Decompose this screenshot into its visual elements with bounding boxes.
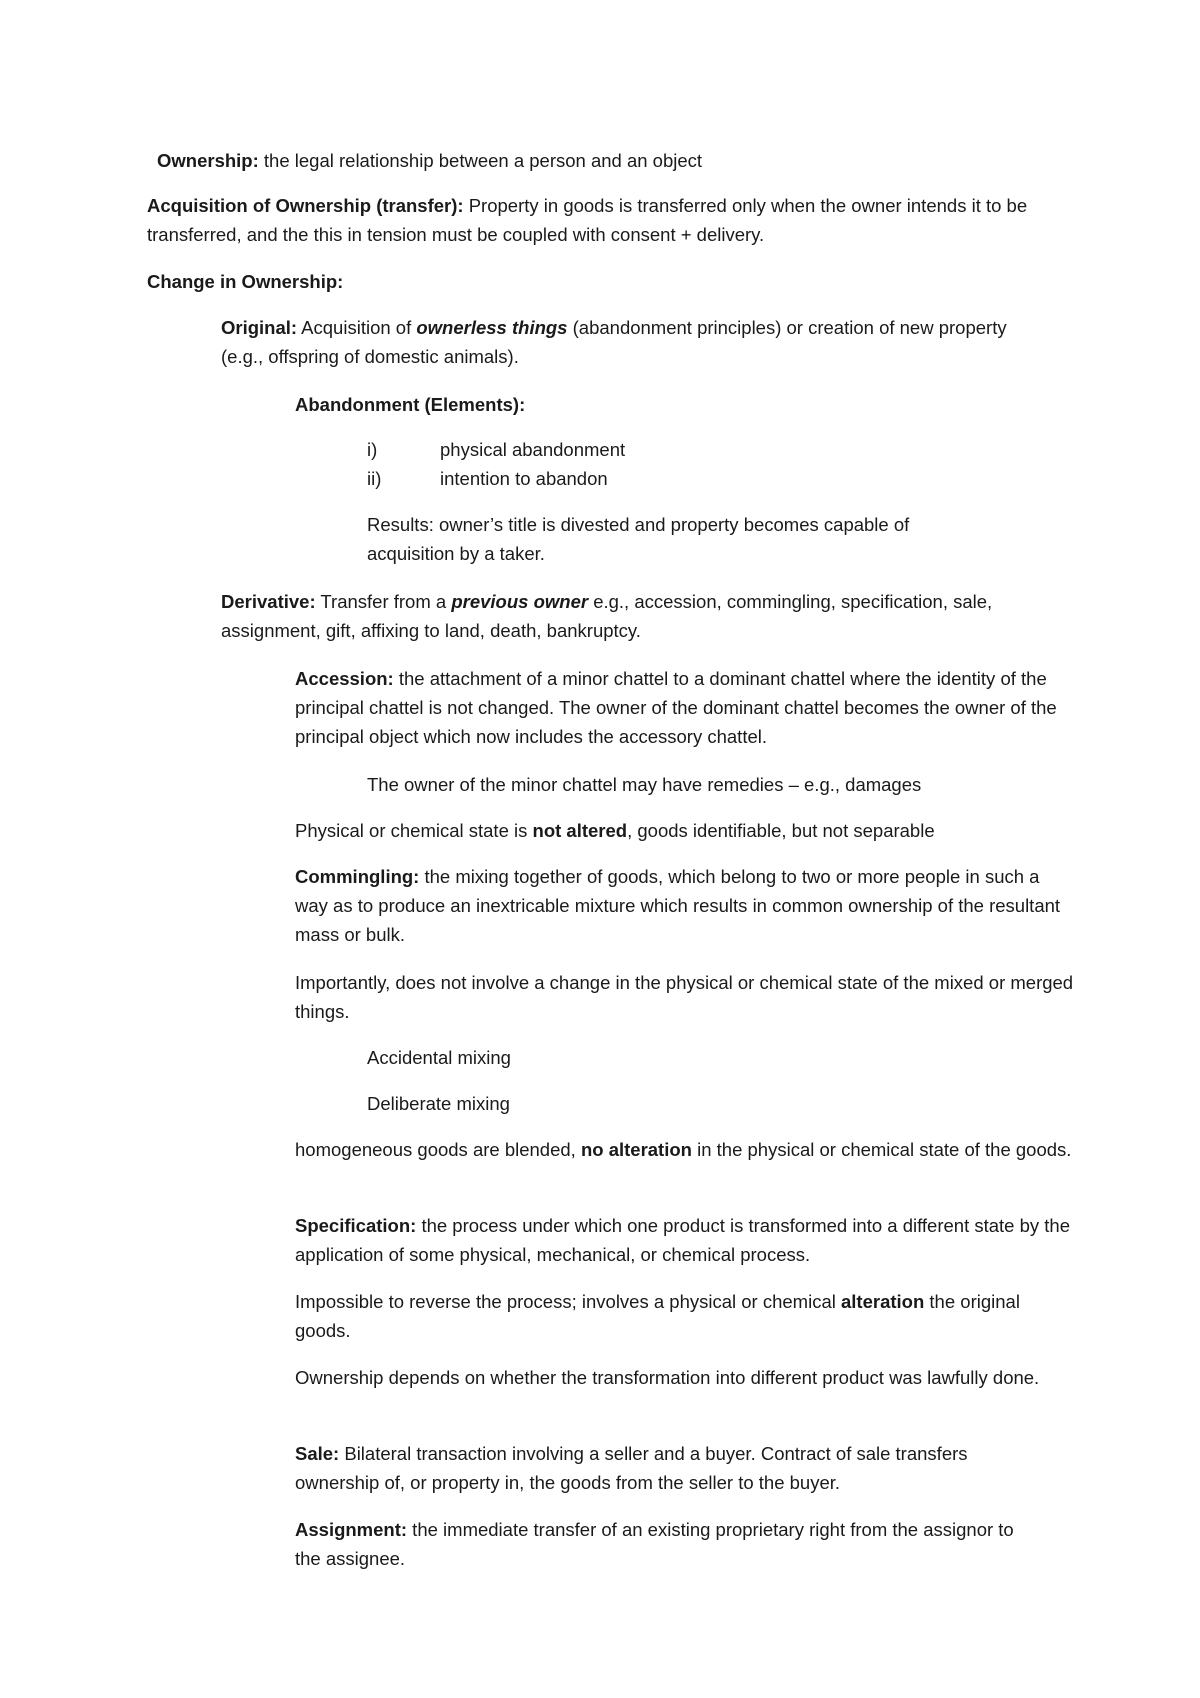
definition-assignment: the immediate transfer of an existing proprietary right from the assignor to the assignee. — [295, 1519, 1014, 1569]
list-number: ii) — [367, 468, 382, 489]
heading-abandonment — [295, 390, 995, 419]
definition-ownership: the legal relationship between a person and an object — [258, 150, 703, 171]
paragraph-remedies — [367, 770, 1067, 799]
heading-change-in-ownership — [147, 267, 1047, 296]
paragraph-physical-state — [295, 816, 1085, 845]
text-importantly: Importantly, does not involve a change in the physical or chemical state of the mixed or merged things. — [295, 972, 1074, 1022]
paragraph-commingling — [295, 862, 1075, 949]
term-commingling: Commingling: — [295, 866, 420, 887]
text-homogeneous-b: in the physical or chemical state of the goods. — [691, 1139, 1072, 1160]
text-deliberate-mixing: Deliberate mixing — [367, 1093, 510, 1114]
paragraph-assignment — [295, 1515, 1035, 1573]
paragraph-specification — [295, 1211, 1075, 1269]
paragraph-original — [221, 313, 1021, 371]
paragraph-accidental-mixing — [367, 1043, 967, 1072]
list-number: i) — [367, 439, 378, 460]
definition-accession: the attachment of a minor chattel to a dominant chattel where the identity of the principal chattel is not changed. The owner of the dominant chattel becomes the owner of the principal object which now includes the accessory chattel. — [295, 668, 1057, 747]
paragraph-acquisition — [147, 191, 1067, 249]
text-accidental-mixing: Accidental mixing — [367, 1047, 511, 1068]
text-derivative-a: Transfer from a — [315, 591, 452, 612]
text-derivative-b: e.g., accession, commingling, specification, sale, assignment, gift, affixing to land, death, bankruptcy. — [221, 591, 993, 641]
text-homogeneous-a: homogeneous goods are blended, — [295, 1139, 581, 1160]
list-item-text: intention to abandon — [440, 468, 608, 489]
emph-alteration: alteration — [841, 1291, 925, 1312]
term-acquisition: Acquisition of Ownership (transfer): — [147, 195, 464, 216]
paragraph-impossible — [295, 1287, 1055, 1345]
term-sale: Sale: — [295, 1443, 340, 1464]
text-results: Results: owner’s title is divested and property becomes capable of acquisition by a taker. — [367, 514, 910, 564]
emph-ownerless-things: ownerless things — [416, 317, 568, 338]
paragraph-deliberate-mixing — [367, 1089, 967, 1118]
text-physical-state-b: , goods identifiable, but not separable — [627, 820, 935, 841]
text-physical-state-a: Physical or chemical state is — [295, 820, 533, 841]
definition-specification: the process under which one product is transformed into a different state by the application of some physical, mechanical, or chemical process. — [295, 1215, 1071, 1265]
emph-no-alteration: no alteration — [580, 1139, 692, 1160]
paragraph-results — [367, 510, 997, 568]
term-change-in-ownership: Change in Ownership: — [147, 271, 344, 292]
term-accession: Accession: — [295, 668, 394, 689]
text-impossible-b: the original goods. — [295, 1291, 1020, 1341]
term-assignment: Assignment: — [295, 1519, 408, 1540]
definition-commingling: the mixing together of goods, which belong to two or more people in such a way as to produce an inextricable mixture which results in common ownership of the resultant mass or bulk. — [295, 866, 1061, 945]
text-original-a: Acquisition of — [297, 317, 417, 338]
text-impossible-a: Impossible to reverse the process; involves a physical or chemical — [295, 1291, 841, 1312]
term-ownership: Ownership: — [157, 150, 259, 171]
paragraph-accession — [295, 664, 1085, 751]
text-remedies: The owner of the minor chattel may have remedies – e.g., damages — [367, 774, 922, 795]
paragraph-importantly — [295, 968, 1080, 1026]
paragraph-sale — [295, 1439, 1055, 1497]
text-original-b: (abandonment principles) or creation of new property (e.g., offspring of domestic animals). — [221, 317, 1007, 367]
term-original: Original: — [221, 317, 298, 338]
term-derivative: Derivative: — [221, 591, 316, 612]
term-specification: Specification: — [295, 1215, 417, 1236]
text-lawfully: Ownership depends on whether the transformation into different product was lawfully done. — [295, 1367, 1040, 1388]
term-abandonment: Abandonment (Elements): — [295, 394, 526, 415]
emph-previous-owner: previous owner — [451, 591, 589, 612]
emph-not-altered: not altered — [532, 820, 628, 841]
definition-acquisition: Property in goods is transferred only when the owner intends it to be transferred, and the this in tension must be coupled with consent + delivery. — [147, 195, 1028, 245]
paragraph-homogeneous — [295, 1135, 1075, 1164]
paragraph-derivative — [221, 587, 1076, 645]
definition-sale: Bilateral transaction involving a seller and a buyer. Contract of sale transfers ownership of, or property in, the goods from the seller to the buyer. — [295, 1443, 968, 1493]
paragraph-lawfully — [295, 1363, 1055, 1392]
list-item-text: physical abandonment — [440, 439, 626, 460]
paragraph-ownership — [157, 146, 1057, 175]
